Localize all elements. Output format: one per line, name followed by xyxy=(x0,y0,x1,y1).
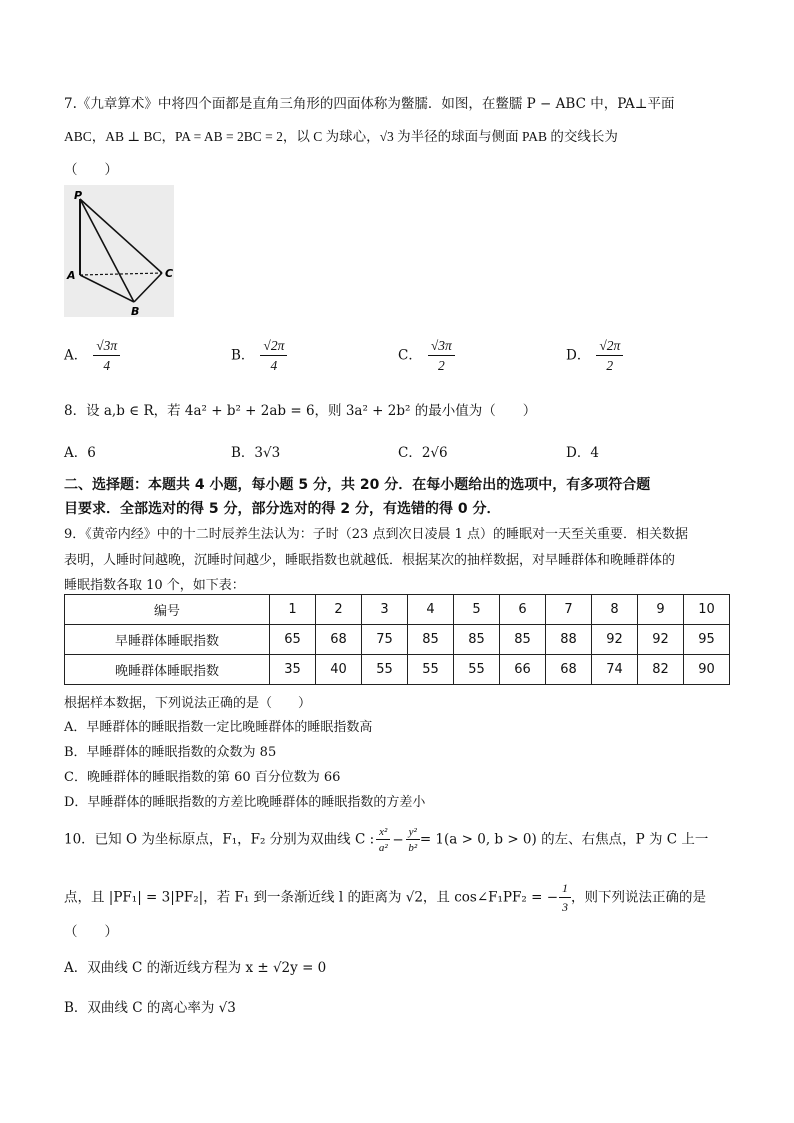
option-denominator: 2 xyxy=(606,358,614,373)
q9-stem-line3: 睡眠指数各取 10 个，如下表： xyxy=(64,578,245,593)
q10-answer-paren: （ ） xyxy=(64,924,118,940)
table-cell: 85 xyxy=(500,625,546,655)
table-header-cell: 8 xyxy=(592,595,638,625)
q7-stem-line2: ABC，AB ⊥ BC，PA = AB = 2BC = 2，以 C 为球心，√3 为半径的球面与侧面 PAB 的交线长为 xyxy=(64,129,618,144)
table-cell: 55 xyxy=(362,655,408,685)
option-letter: D． xyxy=(566,445,591,461)
q7-option-c[interactable] xyxy=(398,338,455,374)
option-letter: A． xyxy=(64,445,88,461)
q7-stem-line1: 7.《九章算术》中将四个面都是直角三角形的四面体称为鳖臑．如图，在鳖臑 P − ABC 中，PA⊥平面 xyxy=(64,96,675,112)
option-letter: B． xyxy=(231,347,255,364)
table-cell: 82 xyxy=(638,655,684,685)
table-cell: 68 xyxy=(316,625,362,655)
option-letter: A． xyxy=(64,347,88,364)
option-numerator: √3π xyxy=(93,338,120,356)
option-numerator: √2π xyxy=(260,338,287,356)
table-header-cell: 5 xyxy=(454,595,500,625)
table-cell: 85 xyxy=(454,625,500,655)
q7-option-a[interactable] xyxy=(64,338,120,374)
table-cell: 68 xyxy=(546,655,592,685)
q9-question: 根据样本数据，下列说法正确的是（ ） xyxy=(64,696,312,711)
figure-label-p: P xyxy=(74,189,83,202)
q10-line2-post: ，则下列说法正确的是 xyxy=(571,889,707,906)
option-denominator: 2 xyxy=(437,358,445,373)
table-cell: 85 xyxy=(408,625,454,655)
option-letter: C． xyxy=(398,445,422,461)
q9-option-b[interactable]: B．早睡群体的睡眠指数的众数为 85 xyxy=(64,745,277,760)
option-letter: D． xyxy=(566,347,591,364)
q8-option-a[interactable] xyxy=(64,441,96,461)
option-letter: C． xyxy=(398,347,422,364)
table-cell: 95 xyxy=(684,625,730,655)
section2-heading-line1: 二、选择题：本题共 4 小题，每小题 5 分，共 20 分．在每小题给出的选项中，有多项符合题 xyxy=(64,477,651,493)
figure-label-c: C xyxy=(165,267,174,280)
tetrahedron-figure xyxy=(64,185,174,317)
q7-option-d[interactable] xyxy=(566,338,623,374)
q9-stem-line2: 表明，人睡时间越晚，沉睡时间越少，睡眠指数也就越低．根据某次的抽样数据，对早睡群体和晚睡群体的 xyxy=(64,553,676,568)
option-denominator: 4 xyxy=(270,358,278,373)
row-label: 早睡群体睡眠指数 xyxy=(65,625,270,655)
q8-stem: 8．设 a,b ∈ R，若 4a² + b² + 2ab = 6，则 3a² + 2b² 的最小值为（ ） xyxy=(64,403,537,419)
table-cell: 35 xyxy=(270,655,316,685)
table-header-label: 编号 xyxy=(65,595,270,625)
q8-option-b[interactable] xyxy=(231,441,280,461)
q7-option-b[interactable] xyxy=(231,338,287,374)
q7-answer-paren: （ ） xyxy=(64,162,118,178)
q9-option-a[interactable]: A．早睡群体的睡眠指数一定比晚睡群体的睡眠指数高 xyxy=(64,720,373,735)
option-numerator: √2π xyxy=(596,338,623,356)
hyper-y-numerator: y² xyxy=(406,826,420,840)
hyper-y-denominator: b² xyxy=(408,842,418,854)
option-letter: B． xyxy=(231,445,255,461)
table-row-early xyxy=(65,625,730,655)
cos-numerator: 1 xyxy=(559,881,571,898)
table-cell: 40 xyxy=(316,655,362,685)
table-header-cell: 7 xyxy=(546,595,592,625)
option-value: 3√3 xyxy=(254,445,281,461)
table-cell: 75 xyxy=(362,625,408,655)
figure-label-b: B xyxy=(131,305,140,317)
q10-option-a[interactable]: A．双曲线 C 的渐近线方程为 x ± √2y = 0 xyxy=(64,960,327,976)
q10-line1-pre: 10．已知 O 为坐标原点，F₁，F₂ 分别为双曲线 C : xyxy=(64,831,375,848)
table-header-cell: 6 xyxy=(500,595,546,625)
table-header-cell: 4 xyxy=(408,595,454,625)
table-cell: 65 xyxy=(270,625,316,655)
table-header-cell: 9 xyxy=(638,595,684,625)
hyper-x-numerator: x² xyxy=(376,826,390,840)
table-cell: 55 xyxy=(454,655,500,685)
row-label: 晚睡群体睡眠指数 xyxy=(65,655,270,685)
option-value: 2√6 xyxy=(421,445,448,461)
q10-stem-line2 xyxy=(64,881,706,915)
table-cell: 88 xyxy=(546,625,592,655)
table-cell: 92 xyxy=(592,625,638,655)
option-denominator: 4 xyxy=(103,358,111,373)
table-header-cell: 1 xyxy=(270,595,316,625)
q9-option-d[interactable]: D．早睡群体的睡眠指数的方差比晚睡群体的睡眠指数的方差小 xyxy=(64,795,426,810)
q9-stem-line1: 9．《黄帝内经》中的十二时辰养生法认为：子时（23 点到次日凌晨 1 点）的睡眠对一天至关重要．相关数据 xyxy=(64,527,688,542)
q8-option-d[interactable] xyxy=(566,441,599,461)
table-row-late xyxy=(65,655,730,685)
q10-line2-pre: 点，且 |PF₁| = 3|PF₂|，若 F₁ 到一条渐近线 l 的距离为 √2，且 cos∠F₁PF₂ = − xyxy=(64,889,559,906)
hyper-x-denominator: a² xyxy=(378,842,388,854)
table-header-cell: 2 xyxy=(316,595,362,625)
option-value: 4 xyxy=(590,445,599,461)
figure-label-a: A xyxy=(67,269,76,282)
sleep-index-table xyxy=(64,594,730,685)
table-cell: 66 xyxy=(500,655,546,685)
q10-option-b[interactable]: B．双曲线 C 的离心率为 √3 xyxy=(64,1000,236,1016)
section2-heading-line2: 目要求．全部选对的得 5 分，部分选对的得 2 分，有选错的得 0 分． xyxy=(64,501,501,517)
q10-stem-line1: 10．已知 O 为坐标原点，F₁，F₂ 分别为双曲线 C : $\frac{\text{x²}}{\text{a²}}$ − $\frac{\text{y²}}{\text{b²}}$ = 1(a > 0, b > 0) 的左、右焦点，P 为 C 上一 xyxy=(64,826,709,854)
table-header-cell: 3 xyxy=(362,595,408,625)
table-header-row xyxy=(65,595,730,625)
q9-option-c[interactable]: C．晚睡群体的睡眠指数的第 60 百分位数为 66 xyxy=(64,770,341,785)
table-cell: 92 xyxy=(638,625,684,655)
cos-denominator: 3 xyxy=(562,900,569,914)
option-value: 6 xyxy=(87,445,96,461)
table-header-cell: 10 xyxy=(684,595,730,625)
q8-option-c[interactable] xyxy=(398,441,448,461)
table-cell: 74 xyxy=(592,655,638,685)
table-cell: 90 xyxy=(684,655,730,685)
q10-line1-post: = 1(a > 0, b > 0) 的左、右焦点，P 为 C 上一 xyxy=(419,831,709,848)
option-numerator: √3π xyxy=(428,338,455,356)
table-cell: 55 xyxy=(408,655,454,685)
